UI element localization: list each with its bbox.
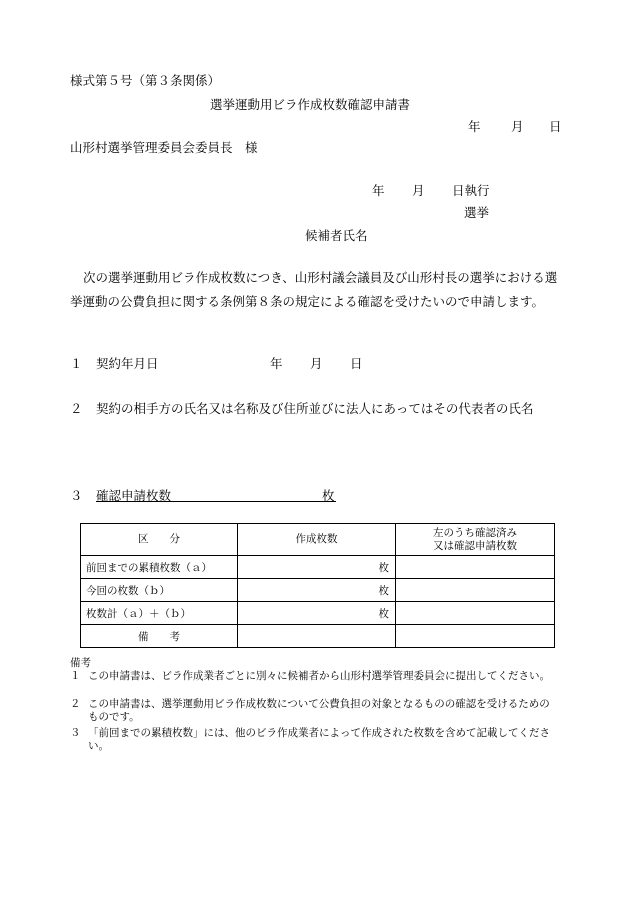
note-number: ２	[70, 698, 81, 710]
header-confirmed	[396, 524, 555, 556]
item3-label: 確認申請枚数	[96, 488, 172, 503]
note-item	[70, 670, 560, 683]
election-year: 年	[372, 183, 385, 198]
note-text: 「前回までの累積枚数」には、他のビラ作成業者によって作成された枚数を含めて記載してください。	[88, 727, 550, 752]
table-row	[81, 602, 555, 625]
row-confirmed-cell	[396, 579, 555, 602]
row-confirmed-cell	[396, 602, 555, 625]
date-year: 年	[468, 119, 481, 134]
table-row	[81, 556, 555, 579]
candidate-name-label: 候補者氏名	[305, 228, 368, 243]
table-row	[81, 625, 555, 648]
remarks-cell	[238, 625, 396, 648]
item1-day: 日	[350, 356, 363, 371]
document-title: 選挙運動用ビラ作成枚数確認申請書	[210, 97, 411, 112]
table-row	[81, 579, 555, 602]
item1-month: 月	[310, 356, 323, 371]
item3-number: ３	[70, 488, 83, 503]
row-made-count-cell: 枚	[238, 579, 396, 602]
row-label: 前回までの累積枚数（ａ）	[81, 556, 238, 579]
item3-underline	[96, 501, 336, 502]
note-number: ３	[70, 727, 81, 739]
remarks-label: 備 考	[81, 625, 238, 648]
header-made-count: 作成枚数	[238, 524, 396, 556]
header-confirmed-line2: 又は確認申請枚数	[433, 539, 517, 552]
row-made-count-cell: 枚	[238, 556, 396, 579]
note-text: この申請書は、ビラ作成業者ごとに別々に候補者から山形村選挙管理委員会に提出してください。	[88, 670, 550, 682]
remarks-cell-2	[396, 625, 555, 648]
election-day-exec: 日執行	[452, 183, 490, 198]
note-item	[70, 698, 560, 724]
item1-number: １	[70, 356, 83, 371]
addressee: 山形村選挙管理委員会委員長 様	[70, 140, 258, 155]
body-paragraph: 次の選挙運動用ビラ作成枚数につき、山形村議会議員及び山形村長の選挙における選挙運動の公費負担に関する条例第８条の規定による確認を受けたいので申請します。	[70, 270, 558, 309]
confirmation-table	[80, 523, 555, 648]
note-item	[70, 727, 560, 753]
date-month: 月	[511, 119, 524, 134]
election-month: 月	[412, 183, 425, 198]
item3-unit: 枚	[322, 488, 335, 503]
item2-label: 契約の相手方の氏名又は名称及び住所並びに法人にあってはその代表者の氏名	[96, 401, 534, 416]
notes-heading: 備考	[70, 657, 91, 669]
item1-year: 年	[270, 356, 283, 371]
note-text: この申請書は、選挙運動用ビラ作成枚数について公費負担の対象となるものの確認を受けるためのものです。	[88, 698, 550, 723]
item1-label: 契約年月日	[96, 356, 159, 371]
note-number: １	[70, 670, 81, 682]
row-label: 枚数計（ａ）＋（ｂ）	[81, 602, 238, 625]
date-day: 日	[549, 119, 562, 134]
row-made-count-cell: 枚	[238, 602, 396, 625]
header-confirmed-line1: 左のうち確認済み	[433, 526, 517, 539]
form-number: 様式第５号（第３条関係）	[70, 73, 221, 88]
election-label: 選挙	[464, 205, 490, 220]
item2-number: ２	[70, 401, 83, 416]
row-confirmed-cell	[396, 556, 555, 579]
header-division: 区 分	[81, 524, 238, 556]
row-label: 今回の枚数（ｂ）	[81, 579, 238, 602]
